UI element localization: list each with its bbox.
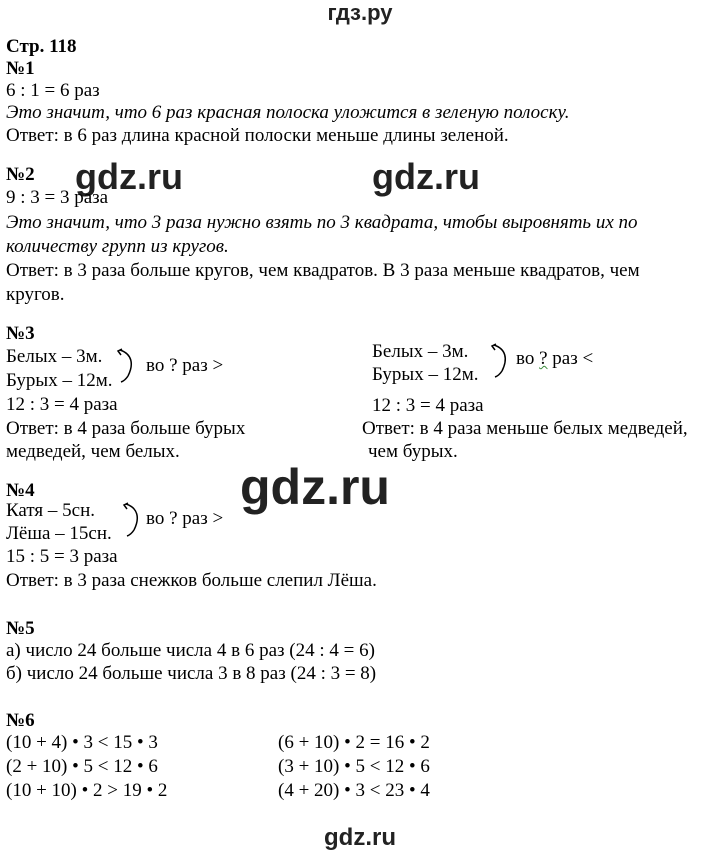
calculation: 6 : 1 = 6 раз [6,80,100,101]
comparison-brace-icon [490,341,512,381]
condition-row: Белых – 3м. [372,341,469,362]
answer: Ответ: в 4 раза меньше белых медведей, [362,418,688,439]
calculation: 15 : 5 = 3 раза [6,546,118,567]
answer: кругов. [6,284,65,305]
comparison-right: (3 + 10) • 5 < 12 • 6 [278,756,430,777]
condition-row: Белых – 3м. [6,346,103,367]
watermark: gdz.ru [240,459,390,515]
question-suffix: раз < [547,348,594,369]
calculation: 9 : 3 = 3 раза [6,187,109,208]
task-number: №5 [6,618,35,639]
task-number: №3 [6,323,35,344]
footer-watermark: gdz.ru [324,824,396,851]
task-number: №6 [6,710,35,731]
answer: Ответ: в 3 раза снежков больше слепил Лёша. [6,570,377,591]
answer: Ответ: в 6 раз длина красной полоски меньше длины зеленой. [6,125,509,146]
answer: чем бурых. [368,441,458,462]
calculation: 12 : 3 = 4 раза [6,394,118,415]
comparison-right: (4 + 20) • 3 < 23 • 4 [278,780,430,801]
comparison-left: (10 + 10) • 2 > 19 • 2 [6,780,168,801]
comparison-brace-icon [116,346,138,386]
comparison-right: (6 + 10) • 2 = 16 • 2 [278,732,430,753]
calculation: 12 : 3 = 4 раза [372,395,484,416]
condition-row: Бурых – 12м. [6,370,113,391]
question: во ? раз > [146,508,224,529]
task-number: №4 [6,480,35,501]
question-prefix: во [516,348,540,369]
comparison-brace-icon [122,500,144,540]
condition-row: Лёша – 15сн. [6,523,112,544]
site-header: гдз.ру [327,0,393,25]
comparison-left: (10 + 4) • 3 < 15 • 3 [6,732,158,753]
condition-row: Бурых – 12м. [372,364,479,385]
question [516,348,593,370]
page-title: Стр. 118 [6,36,77,57]
answer: Ответ: в 3 раза больше кругов, чем квадратов. В 3 раза меньше квадратов, чем [6,260,640,281]
answer: Ответ: в 4 раза больше бурых [6,418,246,439]
watermark: gdz.ru [372,156,480,197]
watermark: gdz.ru [75,156,183,197]
question-mark: ? [539,348,548,369]
answer: медведей, чем белых. [6,441,180,462]
explanation: количеству групп из кругов. [6,236,229,257]
statement-b: б) число 24 больше числа 3 в 8 раз (24 : 3 = 8) [6,663,377,684]
statement-a: а) число 24 больше числа 4 в 6 раз (24 : 4 = 6) [6,640,375,661]
task-number: №2 [6,164,35,185]
task-number: №1 [6,58,35,79]
comparison-left: (2 + 10) • 5 < 12 • 6 [6,756,158,777]
condition-row: Катя – 5сн. [6,500,96,521]
explanation: Это значит, что 6 раз красная полоска уложится в зеленую полоску. [6,102,570,123]
question: во ? раз > [146,355,224,376]
explanation: Это значит, что 3 раза нужно взять по 3 квадрата, чтобы выровнять их по [6,212,638,233]
